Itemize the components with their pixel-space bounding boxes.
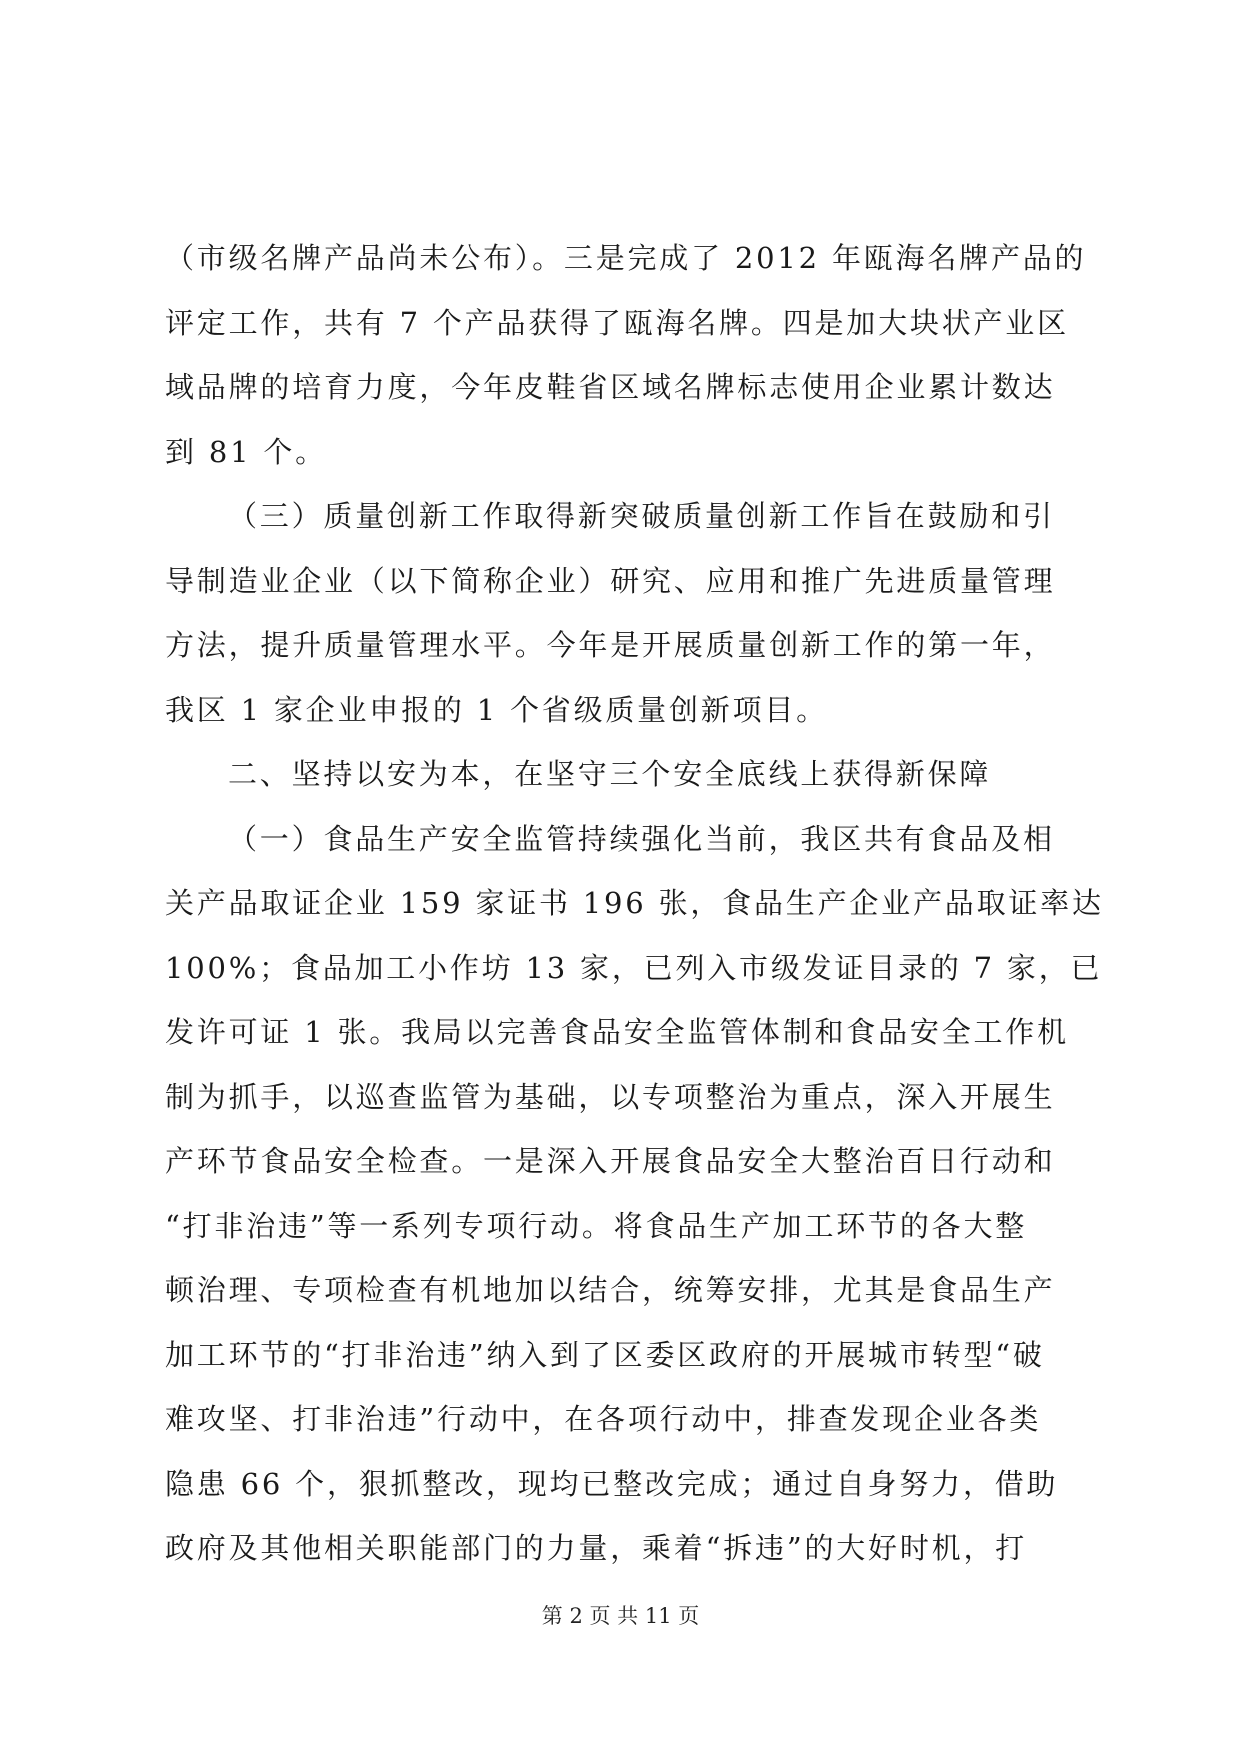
text-line: 100%；食品加工小作坊 13 家，已列入市级发证目录的 7 家，已 <box>165 950 1103 985</box>
section-heading: 二、坚持以安为本，在坚守三个安全底线上获得新保障 <box>228 757 992 791</box>
text-line: 难攻坚、打非治违”行动中，在各项行动中，排查发现企业各类 <box>165 1402 1042 1436</box>
text-line: （市级名牌产品尚未公布）。三是完成了 2012 年瓯海名牌产品的 <box>165 241 1087 275</box>
page-number-footer: 第 2 页 共 11 页 <box>541 1604 700 1628</box>
paragraph-start-line: （一）食品生产安全监管持续强化当前，我区共有食品及相 <box>228 821 1055 856</box>
text-line: 制为抓手，以巡查监管为基础，以专项整治为重点，深入开展生 <box>165 1079 1056 1114</box>
text-line: 加工环节的“打非治违”纳入到了区委区政府的开展城市转型“破 <box>165 1337 1045 1372</box>
text-line: 产环节食品安全检查。一是深入开展食品安全大整治百日行动和 <box>165 1144 1056 1178</box>
text-line: 我区 1 家企业申报的 1 个省级质量创新项目。 <box>165 692 828 727</box>
text-line: 导制造业企业（以下简称企业）研究、应用和推广先进质量管理 <box>165 563 1056 598</box>
text-line: 域品牌的培育力度，今年皮鞋省区域名牌标志使用企业累计数达 <box>165 370 1056 404</box>
text-line: 方法，提升质量管理水平。今年是开展质量创新工作的第一年， <box>165 628 1056 662</box>
document-body <box>165 226 1104 1581</box>
text-line: 评定工作，共有 7 个产品获得了瓯海名牌。四是加大块状产业区 <box>165 305 1069 340</box>
paragraph-start-line: （三）质量创新工作取得新突破质量创新工作旨在鼓励和引 <box>228 499 1055 533</box>
text-line: 到 81 个。 <box>165 434 327 469</box>
text-line: 政府及其他相关职能部门的力量，乘着“拆违”的大好时机，打 <box>165 1531 1028 1565</box>
text-line: 隐患 66 个，狠抓整改，现均已整改完成；通过自身努力，借助 <box>165 1466 1059 1501</box>
text-line: 顿治理、专项检查有机地加以结合，统筹安排，尤其是食品生产 <box>165 1273 1056 1307</box>
text-line: 发许可证 1 张。我局以完善食品安全监管体制和食品安全工作机 <box>165 1015 1069 1049</box>
text-line: “打非治违”等一系列专项行动。将食品生产加工环节的各大整 <box>165 1208 1028 1243</box>
text-line: 关产品取证企业 159 家证书 196 张，食品生产企业产品取证率达 <box>165 886 1104 920</box>
